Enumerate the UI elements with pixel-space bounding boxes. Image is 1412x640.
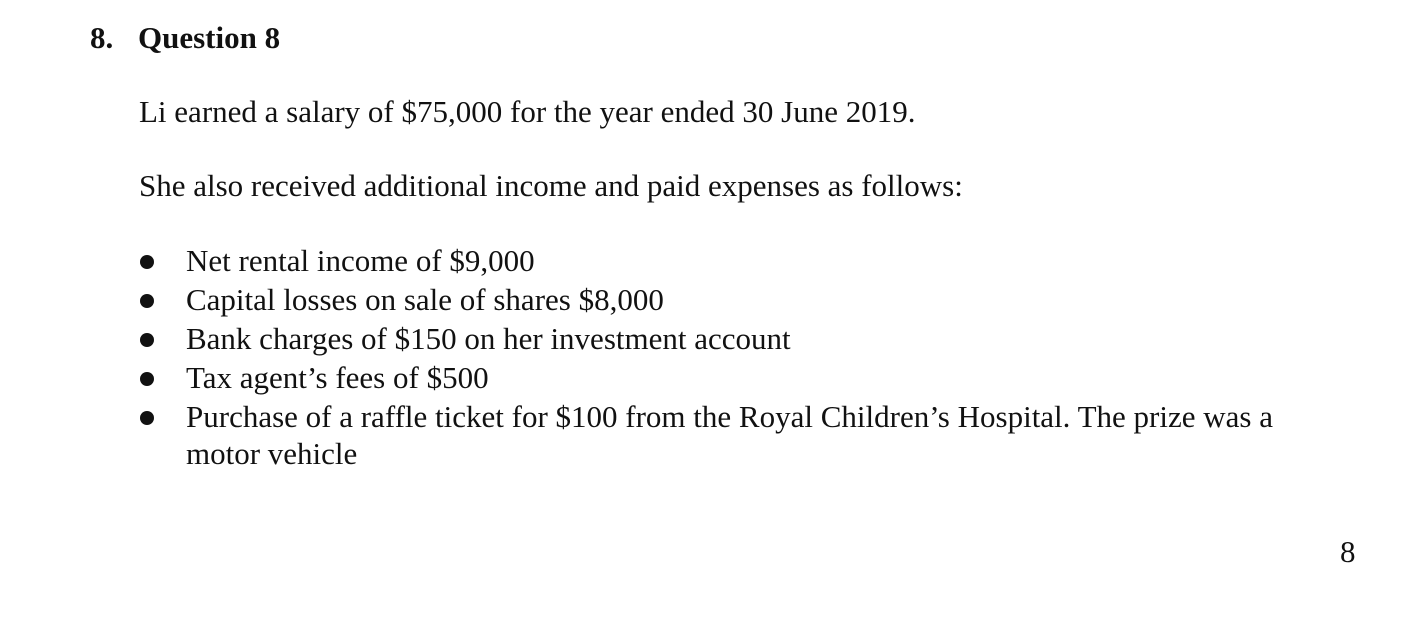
question-number: 8. xyxy=(90,20,114,55)
list-item-text: Bank charges of $150 on her investment account xyxy=(186,321,791,356)
list-item xyxy=(139,359,1329,397)
list-item-text: Purchase of a raffle ticket for $100 from the Royal Children’s Hospital. The prize was a motor vehicle xyxy=(186,399,1273,471)
list-item xyxy=(139,398,1329,472)
list-item xyxy=(139,242,1329,280)
list-item-text: Net rental income of $9,000 xyxy=(186,243,535,278)
page-number: 8 xyxy=(1340,534,1356,569)
question-heading xyxy=(90,18,280,58)
list-item xyxy=(139,281,1329,319)
income-expense-list xyxy=(139,242,1329,473)
bullet-icon xyxy=(140,294,154,308)
list-item xyxy=(139,320,1329,358)
intro-paragraph: She also received additional income and paid expenses as follows: xyxy=(139,168,963,203)
question-title: Question 8 xyxy=(138,20,281,55)
salary-paragraph: Li earned a salary of $75,000 for the year ended 30 June 2019. xyxy=(139,94,916,129)
list-item-text: Capital losses on sale of shares $8,000 xyxy=(186,282,664,317)
bullet-icon xyxy=(140,255,154,269)
bullet-icon xyxy=(140,333,154,347)
list-item-text: Tax agent’s fees of $500 xyxy=(186,360,489,395)
bullet-icon xyxy=(140,372,154,386)
bullet-icon xyxy=(140,411,154,425)
